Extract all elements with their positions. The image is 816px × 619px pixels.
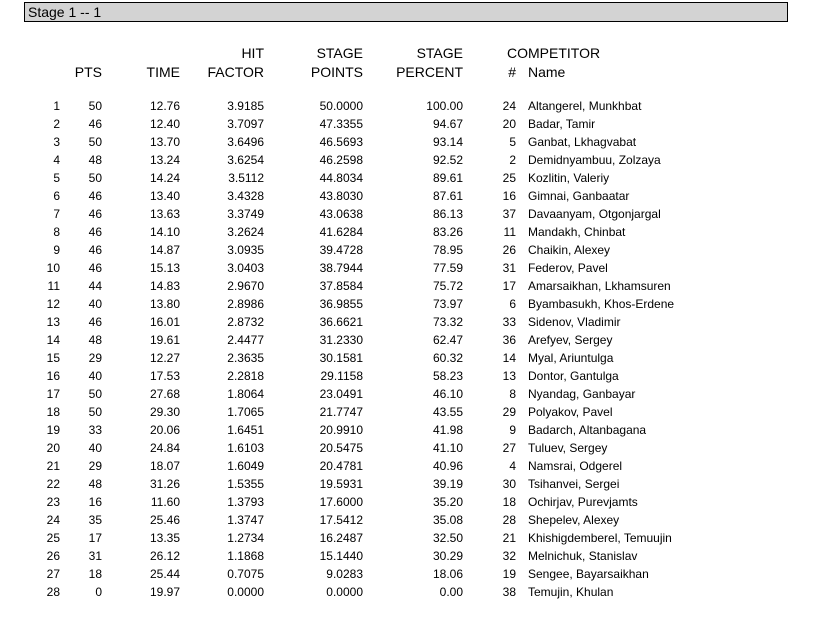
competitor-number-cell: 38 bbox=[502, 585, 516, 599]
competitor-name-cell: Sengee, Bayarsaikhan bbox=[528, 567, 649, 581]
competitor-name-cell: Badarch, Altanbagana bbox=[528, 423, 647, 437]
stage-points-cell: 44.8034 bbox=[319, 171, 363, 185]
time-cell: 14.10 bbox=[149, 225, 180, 239]
hit-factor-cell: 2.8986 bbox=[227, 297, 264, 311]
stage-percent-cell: 35.20 bbox=[432, 495, 463, 509]
competitor-name-cell: Tsihanvei, Sergei bbox=[528, 477, 620, 491]
table-row bbox=[0, 421, 816, 439]
stage-percent-cell: 94.67 bbox=[432, 117, 463, 131]
competitor-number-cell: 30 bbox=[502, 477, 516, 491]
hit-factor-cell: 3.4328 bbox=[227, 189, 264, 203]
stage-percent-cell: 40.96 bbox=[432, 459, 463, 473]
competitor-name-cell: Tuluev, Sergey bbox=[528, 441, 608, 455]
stage-points-cell: 9.0283 bbox=[326, 567, 363, 581]
hit-factor-cell: 1.3793 bbox=[227, 495, 264, 509]
competitor-number-cell: 37 bbox=[502, 207, 516, 221]
table-row bbox=[0, 169, 816, 187]
stage-points-cell: 19.5931 bbox=[319, 477, 363, 491]
place-cell: 26 bbox=[46, 549, 60, 563]
place-cell: 25 bbox=[46, 531, 60, 545]
table-row bbox=[0, 133, 816, 151]
competitor-number-cell: 13 bbox=[502, 369, 516, 383]
competitor-name-cell: Altangerel, Munkhbat bbox=[528, 99, 642, 113]
stage-percent-cell: 18.06 bbox=[432, 567, 463, 581]
competitor-name-cell: Namsrai, Odgerel bbox=[528, 459, 623, 473]
stage-percent-cell: 62.47 bbox=[432, 333, 463, 347]
table-row bbox=[0, 151, 816, 169]
competitor-name-cell: Ganbat, Lkhagvabat bbox=[528, 135, 637, 149]
competitor-name-cell: Nyandag, Ganbayar bbox=[528, 387, 636, 401]
place-cell: 4 bbox=[53, 153, 60, 167]
stage-percent-cell: 43.55 bbox=[432, 405, 463, 419]
stage-points-cell: 50.0000 bbox=[319, 99, 363, 113]
stage-percent-cell: 93.14 bbox=[432, 135, 463, 149]
time-cell: 20.06 bbox=[149, 423, 180, 437]
competitor-number-cell: 29 bbox=[502, 405, 516, 419]
hit-factor-cell: 3.0935 bbox=[227, 243, 264, 257]
points-cell: 46 bbox=[88, 189, 102, 203]
competitor-name-cell: Badar, Tamir bbox=[528, 117, 596, 131]
place-cell: 14 bbox=[46, 333, 60, 347]
stage-points-cell: 21.7747 bbox=[319, 405, 363, 419]
stage-percent-cell: 89.61 bbox=[432, 171, 463, 185]
stage-percent-cell: 73.97 bbox=[432, 297, 463, 311]
stage-percent-cell: 41.10 bbox=[432, 441, 463, 455]
table-row bbox=[0, 547, 816, 565]
stage-points-cell: 39.4728 bbox=[319, 243, 363, 257]
competitor-number-cell: 11 bbox=[503, 225, 516, 239]
points-cell: 29 bbox=[88, 351, 102, 365]
hit-factor-cell: 1.2734 bbox=[227, 531, 264, 545]
stage-points-cell: 37.8584 bbox=[319, 279, 363, 293]
stage-percent-cell: 78.95 bbox=[432, 243, 463, 257]
points-cell: 35 bbox=[88, 513, 102, 527]
points-cell: 50 bbox=[88, 405, 102, 419]
competitor-number-cell: 18 bbox=[502, 495, 516, 509]
competitor-name-cell: Byambasukh, Khos-Erdene bbox=[528, 297, 675, 311]
competitor-number-cell: 21 bbox=[502, 531, 516, 545]
hit-factor-cell: 3.6496 bbox=[227, 135, 264, 149]
place-cell: 5 bbox=[53, 171, 60, 185]
place-cell: 10 bbox=[46, 261, 60, 275]
points-cell: 50 bbox=[88, 99, 102, 113]
table-row bbox=[0, 583, 816, 601]
time-cell: 27.68 bbox=[149, 387, 180, 401]
competitor-name-cell: Myal, Ariuntulga bbox=[528, 351, 614, 365]
competitor-name-cell: Khishigdemberel, Temuujin bbox=[528, 531, 672, 545]
competitor-number-cell: 20 bbox=[502, 117, 516, 131]
table-row bbox=[0, 511, 816, 529]
stage-points-cell: 30.1581 bbox=[319, 351, 363, 365]
table-row bbox=[0, 385, 816, 403]
time-cell: 15.13 bbox=[149, 261, 180, 275]
table-row bbox=[0, 115, 816, 133]
time-cell: 29.30 bbox=[149, 405, 180, 419]
hit-factor-cell: 1.6451 bbox=[227, 423, 264, 437]
points-cell: 46 bbox=[88, 117, 102, 131]
competitor-name-cell: Federov, Pavel bbox=[528, 261, 608, 275]
stage-percent-cell: 0.00 bbox=[439, 585, 463, 599]
hit-factor-cell: 3.0403 bbox=[227, 261, 264, 275]
points-cell: 0 bbox=[95, 585, 102, 599]
hit-factor-cell: 1.5355 bbox=[227, 477, 264, 491]
place-cell: 1 bbox=[53, 99, 60, 113]
table-row bbox=[0, 403, 816, 421]
header-factor: FACTOR bbox=[207, 64, 264, 80]
hit-factor-cell: 2.8732 bbox=[227, 315, 264, 329]
stage-points-cell: 38.7944 bbox=[319, 261, 363, 275]
stage-percent-cell: 92.52 bbox=[432, 153, 463, 167]
header-points: POINTS bbox=[310, 64, 363, 80]
competitor-name-cell: Gimnai, Ganbaatar bbox=[528, 189, 630, 203]
hit-factor-cell: 3.6254 bbox=[227, 153, 264, 167]
stage-points-cell: 20.5475 bbox=[319, 441, 363, 455]
competitor-name-cell: Mandakh, Chinbat bbox=[528, 225, 626, 239]
time-cell: 25.44 bbox=[149, 567, 180, 581]
header-number: # bbox=[508, 64, 516, 80]
place-cell: 7 bbox=[53, 207, 60, 221]
competitor-name-cell: Ochirjav, Purevjamts bbox=[528, 495, 638, 509]
competitor-name-cell: Demidnyambuu, Zolzaya bbox=[528, 153, 661, 167]
header-pts: PTS bbox=[74, 64, 102, 80]
time-cell: 14.83 bbox=[149, 279, 180, 293]
header-name: Name bbox=[528, 64, 566, 80]
points-cell: 46 bbox=[88, 207, 102, 221]
competitor-number-cell: 17 bbox=[502, 279, 516, 293]
stage-percent-cell: 100.00 bbox=[426, 99, 463, 113]
place-cell: 18 bbox=[46, 405, 60, 419]
header-stage-points-top: STAGE bbox=[316, 45, 363, 61]
table-row bbox=[0, 439, 816, 457]
table-row bbox=[0, 493, 816, 511]
table-row bbox=[0, 367, 816, 385]
points-cell: 50 bbox=[88, 171, 102, 185]
time-cell: 24.84 bbox=[149, 441, 180, 455]
place-cell: 23 bbox=[46, 495, 60, 509]
competitor-name-cell: Amarsaikhan, Lkhamsuren bbox=[528, 279, 671, 293]
hit-factor-cell: 3.5112 bbox=[228, 171, 264, 185]
place-cell: 3 bbox=[53, 135, 60, 149]
points-cell: 46 bbox=[88, 261, 102, 275]
competitor-number-cell: 16 bbox=[502, 189, 516, 203]
competitor-number-cell: 4 bbox=[509, 459, 516, 473]
place-cell: 19 bbox=[46, 423, 60, 437]
time-cell: 19.97 bbox=[149, 585, 180, 599]
competitor-name-cell: Dontor, Gantulga bbox=[528, 369, 619, 383]
stage-percent-cell: 46.10 bbox=[432, 387, 463, 401]
table-row bbox=[0, 313, 816, 331]
stage-points-cell: 23.0491 bbox=[319, 387, 363, 401]
table-row bbox=[0, 529, 816, 547]
competitor-name-cell: Temujin, Khulan bbox=[528, 585, 614, 599]
time-cell: 13.80 bbox=[149, 297, 180, 311]
competitor-number-cell: 33 bbox=[502, 315, 516, 329]
place-cell: 16 bbox=[46, 369, 60, 383]
hit-factor-cell: 2.9670 bbox=[227, 279, 264, 293]
points-cell: 48 bbox=[88, 333, 102, 347]
hit-factor-cell: 1.6103 bbox=[227, 441, 264, 455]
stage-points-cell: 15.1440 bbox=[319, 549, 363, 563]
stage-percent-cell: 39.19 bbox=[432, 477, 463, 491]
competitor-name-cell: Kozlitin, Valeriy bbox=[528, 171, 610, 185]
header-competitor: COMPETITOR bbox=[507, 45, 601, 61]
stage-percent-cell: 75.72 bbox=[432, 279, 463, 293]
stage-points-cell: 17.5412 bbox=[319, 513, 363, 527]
table-row bbox=[0, 223, 816, 241]
table-row bbox=[0, 457, 816, 475]
hit-factor-cell: 1.8064 bbox=[227, 387, 264, 401]
place-cell: 12 bbox=[46, 297, 60, 311]
stage-percent-cell: 83.26 bbox=[432, 225, 463, 239]
place-cell: 27 bbox=[46, 567, 60, 581]
stage-points-cell: 41.6284 bbox=[319, 225, 363, 239]
place-cell: 15 bbox=[46, 351, 60, 365]
time-cell: 25.46 bbox=[149, 513, 180, 527]
hit-factor-cell: 0.0000 bbox=[227, 585, 264, 599]
time-cell: 14.24 bbox=[149, 171, 180, 185]
competitor-name-cell: Shepelev, Alexey bbox=[528, 513, 620, 527]
table-row bbox=[0, 475, 816, 493]
hit-factor-cell: 1.3747 bbox=[227, 513, 264, 527]
competitor-number-cell: 14 bbox=[502, 351, 516, 365]
stage-percent-cell: 87.61 bbox=[432, 189, 463, 203]
competitor-number-cell: 36 bbox=[502, 333, 516, 347]
hit-factor-cell: 3.3749 bbox=[227, 207, 264, 221]
points-cell: 40 bbox=[88, 369, 102, 383]
hit-factor-cell: 3.9185 bbox=[227, 99, 264, 113]
time-cell: 13.63 bbox=[149, 207, 180, 221]
place-cell: 28 bbox=[46, 585, 60, 599]
points-cell: 50 bbox=[88, 135, 102, 149]
hit-factor-cell: 1.7065 bbox=[227, 405, 264, 419]
competitor-number-cell: 8 bbox=[509, 387, 516, 401]
place-cell: 21 bbox=[46, 459, 60, 473]
competitor-number-cell: 25 bbox=[502, 171, 516, 185]
stage-points-cell: 29.1158 bbox=[320, 369, 363, 383]
time-cell: 31.26 bbox=[149, 477, 180, 491]
time-cell: 26.12 bbox=[149, 549, 180, 563]
competitor-number-cell: 5 bbox=[509, 135, 516, 149]
time-cell: 11.60 bbox=[150, 495, 180, 509]
competitor-number-cell: 9 bbox=[509, 423, 516, 437]
header-stage-percent-top: STAGE bbox=[416, 45, 463, 61]
table-row bbox=[0, 277, 816, 295]
place-cell: 17 bbox=[46, 387, 60, 401]
table-row bbox=[0, 241, 816, 259]
stage-percent-cell: 77.59 bbox=[432, 261, 463, 275]
points-cell: 46 bbox=[88, 243, 102, 257]
stage-percent-cell: 58.23 bbox=[432, 369, 463, 383]
stage-points-cell: 36.9855 bbox=[319, 297, 363, 311]
stage-percent-cell: 41.98 bbox=[432, 423, 463, 437]
hit-factor-cell: 1.1868 bbox=[227, 549, 264, 563]
stage-points-cell: 46.2598 bbox=[319, 153, 363, 167]
stage-points-cell: 16.2487 bbox=[319, 531, 363, 545]
stage-percent-cell: 32.50 bbox=[432, 531, 463, 545]
competitor-number-cell: 19 bbox=[502, 567, 516, 581]
place-cell: 20 bbox=[46, 441, 60, 455]
competitor-name-cell: Polyakov, Pavel bbox=[528, 405, 613, 419]
hit-factor-cell: 3.7097 bbox=[227, 117, 264, 131]
competitor-number-cell: 31 bbox=[502, 261, 516, 275]
points-cell: 40 bbox=[88, 441, 102, 455]
competitor-number-cell: 24 bbox=[502, 99, 516, 113]
stage-percent-cell: 60.32 bbox=[432, 351, 463, 365]
time-cell: 13.70 bbox=[149, 135, 180, 149]
hit-factor-cell: 3.2624 bbox=[227, 225, 264, 239]
hit-factor-cell: 2.2818 bbox=[227, 369, 264, 383]
points-cell: 31 bbox=[88, 549, 102, 563]
stage-points-cell: 43.8030 bbox=[319, 189, 363, 203]
competitor-name-cell: Sidenov, Vladimir bbox=[528, 315, 621, 329]
stage-points-cell: 47.3355 bbox=[319, 117, 363, 131]
place-cell: 9 bbox=[53, 243, 60, 257]
place-cell: 13 bbox=[46, 315, 60, 329]
place-cell: 2 bbox=[53, 117, 60, 131]
stage-points-cell: 46.5693 bbox=[319, 135, 363, 149]
table-row bbox=[0, 295, 816, 313]
time-cell: 13.40 bbox=[149, 189, 180, 203]
competitor-name-cell: Davaanyam, Otgonjargal bbox=[528, 207, 661, 221]
points-cell: 48 bbox=[88, 153, 102, 167]
competitor-name-cell: Arefyev, Sergey bbox=[528, 333, 613, 347]
points-cell: 50 bbox=[88, 387, 102, 401]
stage-points-cell: 36.6621 bbox=[319, 315, 363, 329]
competitor-name-cell: Melnichuk, Stanislav bbox=[528, 549, 638, 563]
hit-factor-cell: 2.3635 bbox=[227, 351, 264, 365]
place-cell: 6 bbox=[53, 189, 60, 203]
time-cell: 13.24 bbox=[149, 153, 180, 167]
hit-factor-cell: 2.4477 bbox=[227, 333, 264, 347]
points-cell: 46 bbox=[88, 315, 102, 329]
time-cell: 14.87 bbox=[149, 243, 180, 257]
time-cell: 12.76 bbox=[149, 99, 180, 113]
stage-percent-cell: 35.08 bbox=[432, 513, 463, 527]
competitor-number-cell: 32 bbox=[502, 549, 516, 563]
table-row bbox=[0, 349, 816, 367]
time-cell: 16.01 bbox=[149, 315, 180, 329]
time-cell: 13.35 bbox=[149, 531, 180, 545]
stage-points-cell: 20.9910 bbox=[319, 423, 363, 437]
time-cell: 12.40 bbox=[149, 117, 180, 131]
time-cell: 17.53 bbox=[149, 369, 180, 383]
points-cell: 44 bbox=[88, 279, 102, 293]
points-cell: 40 bbox=[88, 297, 102, 311]
place-cell: 8 bbox=[53, 225, 60, 239]
time-cell: 12.27 bbox=[149, 351, 180, 365]
place-cell: 11 bbox=[47, 279, 60, 293]
points-cell: 29 bbox=[88, 459, 102, 473]
time-cell: 19.61 bbox=[149, 333, 180, 347]
hit-factor-cell: 0.7075 bbox=[227, 567, 264, 581]
competitor-number-cell: 28 bbox=[502, 513, 516, 527]
place-cell: 24 bbox=[46, 513, 60, 527]
header-hit: HIT bbox=[241, 45, 264, 61]
points-cell: 46 bbox=[88, 225, 102, 239]
place-cell: 22 bbox=[46, 477, 60, 491]
header-percent: PERCENT bbox=[396, 64, 463, 80]
hit-factor-cell: 1.6049 bbox=[227, 459, 264, 473]
table-row bbox=[0, 97, 816, 115]
stage-percent-cell: 86.13 bbox=[432, 207, 463, 221]
table-row bbox=[0, 331, 816, 349]
header-time: TIME bbox=[146, 64, 180, 80]
stage-points-cell: 31.2330 bbox=[319, 333, 363, 347]
table-row bbox=[0, 565, 816, 583]
stage-percent-cell: 73.32 bbox=[432, 315, 463, 329]
stage-points-cell: 43.0638 bbox=[319, 207, 363, 221]
table-row bbox=[0, 187, 816, 205]
table-row bbox=[0, 205, 816, 223]
table-row bbox=[0, 259, 816, 277]
stage-points-cell: 17.6000 bbox=[319, 495, 363, 509]
points-cell: 48 bbox=[88, 477, 102, 491]
stage-percent-cell: 30.29 bbox=[432, 549, 463, 563]
stage-title: Stage 1 -- 1 bbox=[24, 2, 788, 22]
stage-points-cell: 0.0000 bbox=[326, 585, 363, 599]
time-cell: 18.07 bbox=[149, 459, 180, 473]
points-cell: 33 bbox=[88, 423, 102, 437]
competitor-number-cell: 6 bbox=[509, 297, 516, 311]
competitor-number-cell: 26 bbox=[502, 243, 516, 257]
results-table bbox=[0, 97, 816, 601]
points-cell: 17 bbox=[88, 531, 102, 545]
points-cell: 16 bbox=[88, 495, 102, 509]
stage-points-cell: 20.4781 bbox=[319, 459, 363, 473]
competitor-number-cell: 2 bbox=[509, 153, 516, 167]
competitor-number-cell: 27 bbox=[502, 441, 516, 455]
competitor-name-cell: Chaikin, Alexey bbox=[528, 243, 611, 257]
points-cell: 18 bbox=[88, 567, 102, 581]
